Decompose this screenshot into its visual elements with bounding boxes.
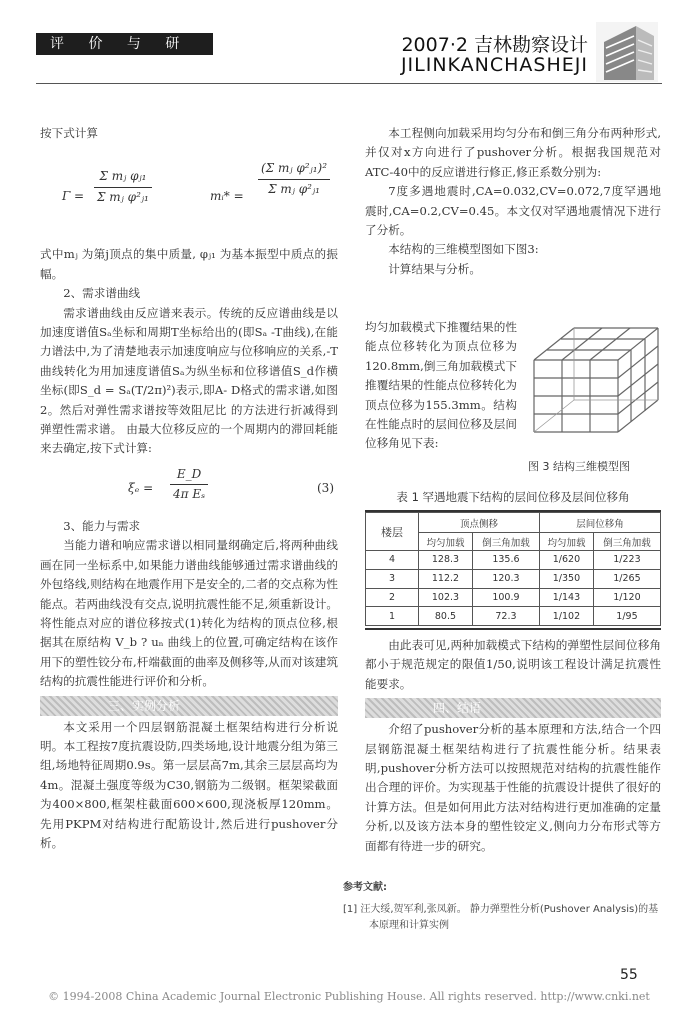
- table-row: 1 80.5 72.3 1/102 1/95: [366, 607, 661, 626]
- formula2-fraction: $\frac{\text{(Σ mⱼ φ²ⱼ₁)²}}{\text{Σ mⱼ φ²ⱼ₁}}$: [258, 159, 330, 199]
- paragraph: 计算结果与分析。: [388, 261, 481, 276]
- paragraph: 7度多遇地震时,CA=0.032,CV=0.072,7度罕遇地震时,CA=0.2,CV=0.45。本文仅对罕遇地震情况下进行了分析。: [365, 184, 661, 238]
- section-heading: 三、实例分析: [40, 696, 338, 716]
- paragraph: 本结构的三维模型图如下图3:: [388, 242, 539, 257]
- page-number: 55: [620, 967, 638, 983]
- table-subheader: 倒三角加载: [593, 533, 660, 551]
- table-header: 层间位移角: [539, 513, 660, 533]
- table-header: 顶点侧移: [419, 513, 540, 533]
- formula-intro: 按下式计算: [40, 126, 98, 140]
- formula1-fraction: $\frac{\text{Σ mⱼ φⱼ₁}}{\text{Σ mⱼ φ²ⱼ₁}}$: [94, 167, 152, 207]
- references: [343, 880, 661, 934]
- building-logo-icon: [596, 22, 658, 82]
- journal-title-en: JILINKANCHASHEJI: [400, 54, 588, 76]
- formula1-lhs: Γ: [62, 189, 71, 204]
- journal-title: 2007·2 吉林勘察设计: [401, 34, 588, 56]
- table-subheader: 均匀加载: [539, 533, 593, 551]
- table-subheader: 均匀加载: [419, 533, 473, 551]
- formula-3: ξₑ = $\frac{E\_D}{\text{4π Eₛ}}$ (3): [128, 466, 334, 502]
- table-row: 4 128.3 135.6 1/620 1/223: [366, 551, 661, 570]
- paragraph: 式中mⱼ 为第j顶点的集中质量, φⱼ₁ 为基本振型中质点的振幅。: [40, 247, 338, 281]
- figure-caption: 图 3 结构三维模型图: [528, 460, 630, 473]
- formula-1-2: Γ = $\frac{\text{Σ mⱼ φⱼ₁}}{\text{Σ mⱼ φ²ⱼ₁}}$ mᵢ* = $\frac{\text{(Σ mⱼ φ²ⱼ₁)²}}{\text{Σ mⱼ φ²ⱼ₁}}$: [40, 149, 338, 245]
- right-column-wrap: [365, 318, 517, 454]
- table-row: 3 112.2 120.3 1/350 1/265: [366, 569, 661, 588]
- references-title: 参考文献:: [343, 882, 387, 893]
- right-column-top: [365, 124, 661, 279]
- table-header: 楼层: [366, 513, 419, 551]
- results-table-frame: [365, 510, 661, 630]
- paragraph: 均匀加载模式下推覆结果的性能点位移转化为顶点位移为120.8mm,倒三角加载模式下推覆结果的性能点位移转化为顶点位移为155.3mm。结构在性能点时的层间位移及层间位移角见下表:: [365, 320, 517, 451]
- table-row: 2 102.3 100.9 1/143 1/120: [366, 588, 661, 607]
- results-table: [365, 512, 661, 626]
- formula2-lhs: mᵢ* =: [210, 189, 244, 204]
- subheading: 3、能力与需求: [63, 518, 141, 533]
- structure-3d-model-figure: [524, 320, 664, 438]
- left-column: [40, 124, 338, 853]
- paragraph: 本文采用一个四层钢筋混凝土框架结构进行分析说明。本工程按7度抗震设防,四类场地,设计地震分组为第三组,场地特征周期0.9s。第一层层高7m,其余三层层高均为4m。混凝土强度等级为C30,钢筋为二级钢。框架梁截面为400×800,框架柱截面600×600,现浇板厚120mm。先用PKPM对结构进行配筋设计,然后进行pushover分析。: [40, 719, 338, 850]
- table-subheader: 倒三角加载: [472, 533, 539, 551]
- reference-item: [1] 汪大绥,贺军利,张凤新。 静力弹塑性分析(Pushover Analysis)的基本原理和计算实例: [343, 904, 659, 931]
- right-column-bottom: [365, 636, 661, 856]
- paragraph: 本工程侧向加载采用均匀分布和倒三角分布两种形式,并仅对x方向进行了pushover分析。根据我国规范对ATC-40中的反应谱进行修正,修正系数分别为:: [365, 126, 661, 179]
- table-caption: 表 1 罕遇地震下结构的层间位移及层间位移角: [396, 490, 630, 504]
- copyright-footer: © 1994-2008 China Academic Journal Electronic Publishing House. All rights reserved. http://www.cnki.net: [48, 990, 650, 1003]
- paragraph: 需求谱曲线由反应谱来表示。传统的反应谱曲线是以加速度谱值Sₐ坐标和周期T坐标给出的(即Sₐ -T曲线),在能力谱法中,为了清楚地表示加速度响应与位移响应的关系,-T曲线转化为用加速度谱值Sₐ为纵坐标和位移谱值S_d作横坐标(即S_d = Sₐ(T/2π)²)表示,即A- D格式的需求谱,如图2。然后对弹性需求谱按等效阻尼比 的方法进行折减得到弹塑性需求谱。 由最大位移反应的一个周期内的滞回耗能来去确定,按下式计算:: [40, 305, 338, 456]
- equation-number: (3): [317, 480, 334, 495]
- paragraph: 介绍了pushover分析的基本原理和方法,结合一个四层钢筋混凝土框架结构进行了抗震性能分析。结果表明,pushover分析方法可以按照规范对结构的抗震性能作出合理的评价。为实现基于性能的抗震设计提供了很好的计算方法。但是如何用此方法对结构进行更加准确的定量分析,以及该方法本身的塑性铰定义,侧向力分布形式等方面都有待进一步的研究。: [365, 722, 661, 853]
- subheading: 2、需求谱曲线: [63, 286, 141, 301]
- paragraph: 由此表可见,两种加载模式下结构的弹塑性层间位移角都小于规范规定的限值1/50,说明该工程设计满足抗震性能要求。: [365, 638, 661, 691]
- section-tag: 评 价 与 研 究: [36, 33, 213, 55]
- header-rule: [36, 83, 662, 84]
- paragraph: 当能力谱和响应需求谱以相同量纲确定后,将两种曲线画在同一坐标系中,如果能力谱曲线能够通过需求谱曲线的外包络线,则结构在地震作用下是安全的,二者的交点称为性能点。若两曲线没有交点,说明抗震性能不足,须重新设计。将性能点对应的谱位移按式(1)转化为结构的顶点位移,根据其在原结构 V_b ? uₙ 曲线上的位置,可确定结构在该作用下的塑性铰分布,杆端截面的曲率及侧移等,从而对该建筑结构的抗震性能进行评价和分析。: [40, 538, 338, 689]
- section-heading: 四、结语: [365, 698, 661, 718]
